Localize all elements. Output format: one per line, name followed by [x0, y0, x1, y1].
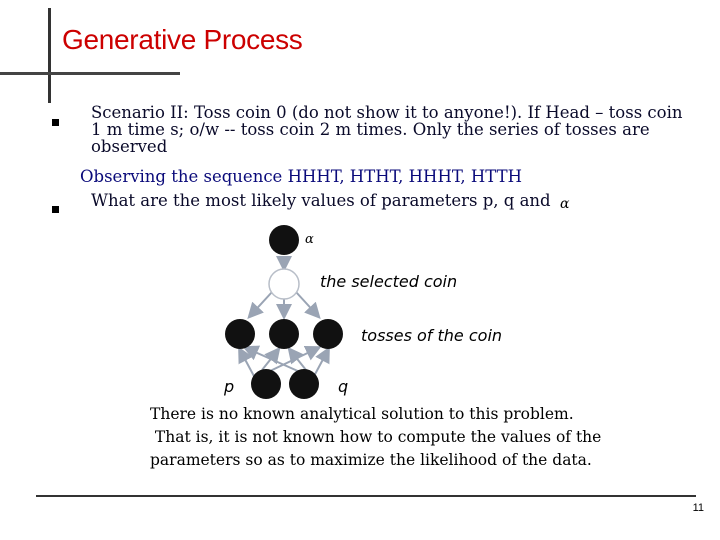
toss-node-1 — [225, 319, 255, 349]
observing-sequence-line: Observing the sequence HHHT, HTHT, HHHT, HTTH — [80, 167, 522, 186]
note-line-3: parameters so as to maximize the likelihood of the data. — [150, 451, 592, 469]
alpha-symbol: α — [560, 196, 570, 212]
edge-p-to-toss-1 — [240, 350, 255, 378]
note-line-2: That is, it is not known how to compute the values of the — [150, 428, 602, 446]
note-line-1: There is no known analytical solution to this problem. — [150, 405, 574, 423]
scenario-line-2: 1 m time s; o/w -- toss coin 2 m times. Only the series of tosses are — [91, 120, 650, 139]
selected-coin-node — [269, 269, 299, 299]
page-number: 11 — [692, 502, 704, 514]
edge-selected-to-toss-1 — [250, 292, 272, 316]
selected-coin-caption: the selected coin — [320, 272, 458, 291]
toss-node-3 — [313, 319, 343, 349]
edge-p-to-toss-2 — [262, 350, 278, 370]
footer-divider — [36, 495, 696, 497]
p-label: p — [224, 377, 235, 396]
scenario-line-3: observed — [91, 137, 168, 156]
edge-q-to-toss-3 — [313, 350, 328, 378]
q-node — [289, 369, 319, 399]
slide-title: Generative Process — [62, 24, 303, 55]
toss-node-2 — [269, 319, 299, 349]
alpha-node-label: α — [305, 232, 314, 247]
q-label: q — [338, 377, 349, 396]
tosses-caption: tosses of the coin — [361, 326, 503, 345]
p-node — [251, 369, 281, 399]
edge-selected-to-toss-3 — [296, 292, 318, 316]
scenario-line-1: Scenario II: Toss coin 0 (do not show it to anyone!). If Head – toss coin — [91, 103, 683, 122]
alpha-node — [269, 225, 299, 255]
question-line: What are the most likely values of parameters p, q and — [91, 191, 551, 210]
